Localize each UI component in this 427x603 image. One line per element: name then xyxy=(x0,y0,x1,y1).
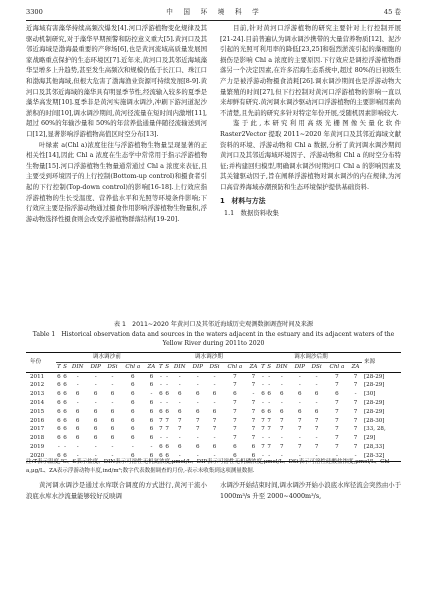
table-row xyxy=(26,417,401,426)
column-subheader: DIN xyxy=(272,362,291,372)
table-cell: 6 xyxy=(75,417,80,424)
table-cell: - xyxy=(76,382,79,389)
table-cell: 6 xyxy=(177,391,182,398)
table-cell: - xyxy=(196,435,199,442)
paragraph: 目前,针对黄河口浮游植物的研究主要针对上行控制开展[21-24].目前普遍认为调水调沙携带的大量营养物质[12]、泥沙引起的光照可利用率的降低[23,25]和强烈淤流引起的藻细胞的损伤是影响 Chl a 浓度的主要原因.下行效应是调控浮游植物群落另一个决定因素,在许多沼海生态系统中,超过 80%的日初级生产力是被浮游动物摄食消耗[26].调水调沙期间也是浮游动物大量繁殖的时间[27],但下行控制对黄河口浮游植物的影响一直以来却鲜有研究.黄河调水调沙驱动河口浮游植物的主要影响因素尚不清楚,且先前的研究多针对特定年份开展,受随机因素影响较大. xyxy=(220,24,401,117)
table-cell: 7 xyxy=(353,426,358,433)
table-cell: - xyxy=(196,382,199,389)
table-cell: 6 xyxy=(149,435,154,442)
table-cell: 6 xyxy=(63,408,67,415)
page-number: 3300 xyxy=(26,8,43,16)
table-cell: 7 xyxy=(335,443,339,450)
table-cell: - xyxy=(280,373,283,380)
table-cell: 6 xyxy=(159,443,163,450)
table-row xyxy=(26,399,401,408)
table-row xyxy=(26,372,401,381)
table-cell: 6 xyxy=(314,408,319,415)
table-cell: 7 xyxy=(314,426,319,433)
column-header-source: 来源 xyxy=(362,353,401,373)
paragraph: 叶绿素 a(Chl a)浓度往往与浮游植物生物量呈现显著的正相关性[14],因此 Chl a 浓度在生态学中常常用于指示浮游植物生物量[15].河口浮游植物生物量通常通过 Chl a 浓度来表征,且主要受到环境因子的上行控制(Bottom-up control)和摄食者引起的下行控制(Top-down control)的影响[16-18].上行效应指浮游植物的生长受温度、营养盐水平和光照等环境条件影响;下行效应主要是指浮游动物通过摄食作用影响浮游植物生物量积,浮游动物选择性摄食则会改变浮游植物群落结构[19-20]. xyxy=(26,140,207,223)
table-cell: 7 xyxy=(251,373,256,380)
table-cell-source: [28-30] xyxy=(364,417,385,424)
table-cell: 7 xyxy=(335,373,339,380)
table-cell: - xyxy=(291,452,308,461)
table-cell: 7 xyxy=(353,408,358,415)
table-cell: - xyxy=(104,452,121,461)
table-cell: - xyxy=(159,373,162,380)
table-cell: 7 xyxy=(335,435,339,442)
column-subheader: T xyxy=(260,362,266,372)
table-cell: 6 xyxy=(63,391,67,398)
column-subheader: DSi xyxy=(206,362,223,372)
table-cell: - xyxy=(315,382,318,389)
table-cell: 7 xyxy=(314,417,319,424)
table-row xyxy=(26,443,401,452)
table-cell: - xyxy=(213,373,216,380)
column-subheader: ZA xyxy=(349,362,362,372)
table-cell: 7 xyxy=(280,426,284,433)
table-cell: 6 xyxy=(63,373,67,380)
table-cell: 6 xyxy=(131,399,135,406)
table-cell: - xyxy=(76,443,79,450)
table-cell: 6 xyxy=(57,408,61,415)
table-cell: 7 xyxy=(233,373,237,380)
table-cell: 6 xyxy=(149,399,154,406)
table-cell: - xyxy=(298,373,301,380)
column-group-header: 调水调沙后期 xyxy=(260,353,362,363)
table-cell: - xyxy=(213,399,216,406)
table-cell: - xyxy=(87,452,104,461)
column-group-header: 调水调沙前 xyxy=(56,353,158,363)
table-cell: 6 xyxy=(261,391,265,398)
table-cell: 6 xyxy=(93,417,98,424)
table-cell: 7 xyxy=(353,443,358,450)
table-cell: 7 xyxy=(159,426,163,433)
table-cell: 6 xyxy=(131,408,135,415)
table-cell: - xyxy=(111,443,114,450)
table-cell: - xyxy=(298,382,301,389)
table-cell: - xyxy=(189,452,206,461)
table-cell: - xyxy=(94,373,97,380)
table-cell: - xyxy=(262,399,264,406)
table-cell: 6 xyxy=(233,391,237,398)
table-cell: 6 xyxy=(131,382,135,389)
table-cell: - xyxy=(178,382,181,389)
table-row xyxy=(26,434,401,443)
paragraph: 水调沙开始结束时间,调水调沙开始小浪底水库径流会突然由小于 1000m³/s 升至 2000~4000m³/s, xyxy=(220,481,401,500)
table-cell-source: [30] xyxy=(364,391,376,398)
table-cell: 6 xyxy=(110,426,115,433)
table-cell: - xyxy=(166,373,169,380)
table-cell: 7 xyxy=(233,435,237,442)
table-cell: 6 xyxy=(261,408,265,415)
table-cell: - xyxy=(280,435,283,442)
table-cell: - xyxy=(298,435,301,442)
table-cell: 7 xyxy=(267,417,271,424)
table-cell: 7 xyxy=(233,417,237,424)
table-cell: - xyxy=(354,391,357,398)
right-column xyxy=(220,23,401,315)
table-cell: 7 xyxy=(353,399,358,406)
table-cell-year: 2019 xyxy=(30,443,45,450)
table-cell-year: 2014 xyxy=(30,399,45,406)
table-cell: 7 xyxy=(335,382,339,389)
table-cell-source: [28-29] xyxy=(364,408,385,415)
table-cell: - xyxy=(315,373,318,380)
table-cell: - xyxy=(272,452,291,461)
page-header xyxy=(26,6,401,18)
table-cell: 6 xyxy=(212,408,217,415)
table-cell: 6 xyxy=(57,391,61,398)
table-cell: 6 xyxy=(110,435,115,442)
table-cell: 6 xyxy=(223,452,247,461)
table-cell: 7 xyxy=(251,426,256,433)
table-cell-year: 2011 xyxy=(30,373,45,380)
table-cell: 7 xyxy=(261,417,265,424)
table-cell: 6 xyxy=(57,417,61,424)
table-cell: 6 xyxy=(212,391,217,398)
table-cell: 6 xyxy=(110,408,115,415)
table-cell: - xyxy=(260,452,266,461)
table-cell: - xyxy=(166,435,169,442)
table-cell: 6 xyxy=(164,452,170,461)
journal-name: 中 国 环 境 科 学 xyxy=(166,8,261,16)
table-cell: - xyxy=(315,399,318,406)
table-cell: - xyxy=(159,382,162,389)
table-cell: 6 xyxy=(149,373,154,380)
table-cell: 6 xyxy=(247,452,260,461)
table-cell: 7 xyxy=(335,399,339,406)
column-subheader: Chl a xyxy=(121,362,145,372)
column-subheader: DIN xyxy=(170,362,189,372)
column-subheader: ZA xyxy=(247,362,260,372)
table-cell: 6 xyxy=(110,417,115,424)
table-cell: - xyxy=(349,452,362,461)
table-cell: 7 xyxy=(335,426,339,433)
table-cell: 7 xyxy=(267,426,271,433)
header-rule xyxy=(26,20,401,21)
table-cell-source: [28-29] xyxy=(364,399,385,406)
table-cell: 6 xyxy=(131,435,135,442)
table-header-row xyxy=(26,353,401,363)
column-subheader: Chl a xyxy=(325,362,349,372)
table-cell: 7 xyxy=(298,426,302,433)
table-cell: - xyxy=(76,399,79,406)
table-cell: 7 xyxy=(165,426,169,433)
table-cell: 7 xyxy=(212,426,217,433)
table-caption-en: Table 1 Historical observation data and sources in the waters adjacent in the estuary and its adjacent waters of the Yellow River during 2011to 2020 xyxy=(32,331,395,347)
table-cell: - xyxy=(68,452,87,461)
table-cell: 6 xyxy=(177,443,182,450)
table-cell: 6 xyxy=(233,443,237,450)
table-cell: 7 xyxy=(353,373,358,380)
column-subheader: T xyxy=(158,362,164,372)
table-cell-year: 2018 xyxy=(30,435,45,442)
table-cell: 7 xyxy=(165,417,169,424)
table-cell: 7 xyxy=(353,435,358,442)
table-cell: - xyxy=(150,443,153,450)
table-cell: 6 xyxy=(56,452,62,461)
table-cell: - xyxy=(64,443,66,450)
table-cell: 7 xyxy=(261,443,265,450)
table-cell: 6 xyxy=(75,408,80,415)
table-cell: 7 xyxy=(280,443,284,450)
table-cell: 6 xyxy=(298,408,302,415)
table-cell: 6 xyxy=(335,391,339,398)
table-cell: 7 xyxy=(298,443,302,450)
table-cell: 6 xyxy=(62,452,68,461)
table-cell: 7 xyxy=(251,408,256,415)
table-cell: 6 xyxy=(165,408,169,415)
table-cell: 7 xyxy=(233,399,237,406)
table-cell: 7 xyxy=(195,426,200,433)
table-cell: - xyxy=(111,382,114,389)
table-cell: - xyxy=(196,399,199,406)
table-cell: 6 xyxy=(57,373,61,380)
table-cell: - xyxy=(298,399,301,406)
table-cell: - xyxy=(94,443,97,450)
table-cell: - xyxy=(280,382,283,389)
table-cell: 7 xyxy=(261,426,265,433)
column-subheader: DSi xyxy=(308,362,325,372)
table-cell: 6 xyxy=(149,417,154,424)
table-cell: - xyxy=(131,443,134,450)
table-cell: - xyxy=(268,373,271,380)
table-cell: - xyxy=(268,435,271,442)
table-cell-source: [33, 28, xyxy=(364,426,386,433)
table-cell: 6 xyxy=(195,408,200,415)
table-cell: 7 xyxy=(335,417,339,424)
table-cell-source: [28-29] xyxy=(364,382,385,389)
table-cell: 6 xyxy=(57,435,61,442)
table-cell: - xyxy=(111,373,114,380)
table-cell: 6 xyxy=(145,452,158,461)
column-subheader: S xyxy=(62,362,68,372)
table-cell: - xyxy=(166,399,169,406)
table-cell: 6 xyxy=(314,391,319,398)
table-cell: - xyxy=(178,399,181,406)
paragraph: 鉴于此,本研究利用高级光栅图像矢量化软件 Raster2Vector 提取 2011~2020 年黄河口及其邻近海域文献资料的环境、浮游动物和 Chl a 数据,分析了黄河调水调沙期间黄河口及其邻近海域环境因子、浮游动物和 Chl a 的时空分布特征;并构建回归模型,明确调水调沙时期河口 Chl a 的影响因素及其关键驱动因子,旨在阐释浮游植物对调水调沙的内在规律,为河口高营养海域赤潮预防和生态环境保护提供基础资料. xyxy=(220,119,401,191)
table-cell: 6 xyxy=(149,426,154,433)
table-cell-year: 2020 xyxy=(26,452,56,461)
column-subheader: ZA xyxy=(145,362,158,372)
table-cell: 6 xyxy=(267,391,271,398)
table-cell: 7 xyxy=(251,417,256,424)
table-cell: 6 xyxy=(121,452,145,461)
table-cell: 6 xyxy=(159,408,163,415)
table-cell: 7 xyxy=(335,408,339,415)
table-cell: - xyxy=(262,373,264,380)
column-subheader: T xyxy=(56,362,62,372)
table-cell: - xyxy=(252,391,255,398)
table-cell: 6 xyxy=(251,443,256,450)
table-cell: 6 xyxy=(93,408,98,415)
table-cell: 6 xyxy=(195,391,200,398)
column-subheader: S xyxy=(164,362,170,372)
table-cell: 6 xyxy=(57,382,61,389)
table-cell: 6 xyxy=(280,408,284,415)
column-subheader: DIP xyxy=(87,362,104,372)
table-cell: 7 xyxy=(251,382,256,389)
table-cell: 6 xyxy=(75,391,80,398)
paragraph: 近海域有害藻华持续高频次爆发[4].河口浮游植物变化规律及其驱动机制研究,对于藻华早期预警和防控意义重大[5].黄河口及其邻近海域是渤海最重要的产卵场[6],也是黄河流域高质量发展国家战略重点保护的生态环境区[7].近年来,黄河口及其邻近海域藻华呈增多上升趋势,甚至发生高频次和规模仍低于长江口、珠江口和渤海其他海域,但根大危害了渤海渔业资源可持续发展[8-9].黄河口及其邻近海域的藻华具有明显季节性,经流输入较多的夏季是藻华高发期[10].夏季非是黄河实施调水调沙,冲刷下游河道泥沙淤积的时间[10],调水调沙期间,黄河径流量在短时间内激增[11],超过 60%的年输沙量和 50%的年营养盐通量伴随径流输送到河口[12],显著影响浮游植物高值区时空分布[13]. xyxy=(26,24,207,138)
table-cell-year: 2017 xyxy=(30,426,45,433)
table-row xyxy=(26,390,401,399)
table-subheader-row xyxy=(26,362,401,372)
table-cell: - xyxy=(262,382,264,389)
table-cell: 6 xyxy=(149,382,154,389)
table-cell: 6 xyxy=(75,426,80,433)
table-cell: 6 xyxy=(195,443,200,450)
table-cell: 7 xyxy=(177,417,182,424)
table-cell: - xyxy=(280,399,283,406)
table-cell: - xyxy=(262,435,264,442)
table-cell: 6 xyxy=(131,391,135,398)
table-cell: - xyxy=(159,399,162,406)
table-cell: - xyxy=(170,452,189,461)
table-cell: 6 xyxy=(63,417,67,424)
table-cell: 6 xyxy=(131,426,135,433)
table-cell: - xyxy=(206,452,223,461)
table-cell: - xyxy=(178,373,181,380)
table-cell: 6 xyxy=(75,435,80,442)
column-subheader: DIN xyxy=(68,362,87,372)
table-cell: - xyxy=(94,382,97,389)
table-cell: 6 xyxy=(131,417,135,424)
table-cell-year: 2016 xyxy=(30,417,45,424)
table-cell: 6 xyxy=(63,399,67,406)
table-note: 注:T表示温度,℃、S表示盐度、DIN表示可溶性无机氮浓度,μmol/L、DIP表示可溶性无机磷浓度,μmol/L、DSi表示可溶性硅酸盐浓度,μmol/L、Chl a,μg/L、ZA表示浮游动物丰度,ind/m³;数字代表数据调查的月份,-表示未收集到这项测量数据. xyxy=(26,459,390,474)
table-cell: - xyxy=(315,435,318,442)
table-cell: 7 xyxy=(280,417,284,424)
table-cell: - xyxy=(325,452,349,461)
table-cell: 6 xyxy=(177,408,182,415)
table-cell: 7 xyxy=(314,443,319,450)
table-cell: - xyxy=(196,373,199,380)
table-cell-year: 2015 xyxy=(30,408,45,415)
table-cell: 7 xyxy=(159,417,163,424)
table-cell: - xyxy=(213,382,216,389)
table-cell: - xyxy=(166,382,169,389)
paragraph: 黄河调水调沙是通过水库联合调度的方式进行,黄河干流小浪底水库水沙流量能够较好反映调 xyxy=(26,481,207,500)
table-cell-source: [29] xyxy=(364,435,376,442)
table-cell: - xyxy=(266,452,272,461)
table-cell: 7 xyxy=(233,426,237,433)
table-cell: 7 xyxy=(177,426,182,433)
table-cell: 7 xyxy=(353,417,358,424)
table-cell: - xyxy=(268,399,271,406)
column-subheader: S xyxy=(266,362,272,372)
table-cell: 6 xyxy=(93,391,98,398)
column-header-year: 年份 xyxy=(26,353,56,373)
table-cell: 6 xyxy=(159,391,163,398)
table-cell: 7 xyxy=(298,417,302,424)
table-row xyxy=(26,425,401,434)
table-cell: 6 xyxy=(57,426,61,433)
table-cell: 6 xyxy=(212,443,217,450)
table-cell: 6 xyxy=(149,408,154,415)
table-cell: - xyxy=(178,435,181,442)
table-cell-year: 2013 xyxy=(30,391,45,398)
table-cell: - xyxy=(268,382,271,389)
section-title: 1 材料与方法 xyxy=(220,196,266,205)
column-subheader: DIP xyxy=(291,362,308,372)
table-cell: 6 xyxy=(110,391,115,398)
table-cell: - xyxy=(150,391,153,398)
left-column xyxy=(26,23,207,315)
table-cell: 6 xyxy=(57,399,61,406)
table-cell: 6 xyxy=(280,391,284,398)
table-cell: - xyxy=(159,435,162,442)
table-cell: 7 xyxy=(212,417,217,424)
table-cell: - xyxy=(76,373,79,380)
table-cell: 6 xyxy=(298,391,302,398)
table-row xyxy=(26,408,401,417)
table-cell: 6 xyxy=(165,443,169,450)
table-cell: 7 xyxy=(251,399,256,406)
table-cell: 7 xyxy=(267,443,271,450)
data-table xyxy=(26,352,401,462)
table-cell: 6 xyxy=(63,435,67,442)
subsection-title: 1.1 数据资料收集 xyxy=(224,208,279,217)
column-subheader: DIP xyxy=(189,362,206,372)
column-group-header: 调水调沙期 xyxy=(158,353,260,363)
table-cell: 6 xyxy=(267,408,271,415)
table-cell: 7 xyxy=(195,417,200,424)
column-subheader: Chl a xyxy=(223,362,247,372)
table-cell: 7 xyxy=(251,435,256,442)
column-subheader: DSi xyxy=(104,362,121,372)
table-cell-year: 2012 xyxy=(30,382,45,389)
table-cell: 6 xyxy=(93,426,98,433)
table-row xyxy=(26,381,401,390)
table-cell: 6 xyxy=(158,452,164,461)
table-cell: 6 xyxy=(131,373,135,380)
table-cell-source: [28-29] xyxy=(364,373,385,380)
table-cell-source: [28-32] xyxy=(362,452,401,461)
table-cell: 7 xyxy=(233,408,237,415)
table-cell-source: [28,33] xyxy=(364,443,385,450)
table-cell: - xyxy=(94,399,97,406)
table-cell: 7 xyxy=(353,382,358,389)
table-cell: - xyxy=(308,452,325,461)
table-cell: 7 xyxy=(233,382,237,389)
table-cell: - xyxy=(57,443,60,450)
table-caption-cn: 表 1 2011~2020 年黄河口及其邻近海域历史观测数据调查时间及来源 xyxy=(113,321,314,328)
table-cell: - xyxy=(213,435,216,442)
table-cell: 6 xyxy=(63,426,67,433)
table-cell: 6 xyxy=(93,435,98,442)
table-cell: - xyxy=(111,399,114,406)
table-cell: 6 xyxy=(63,382,67,389)
volume-label: 45 卷 xyxy=(383,8,401,16)
table-cell: 6 xyxy=(165,391,169,398)
